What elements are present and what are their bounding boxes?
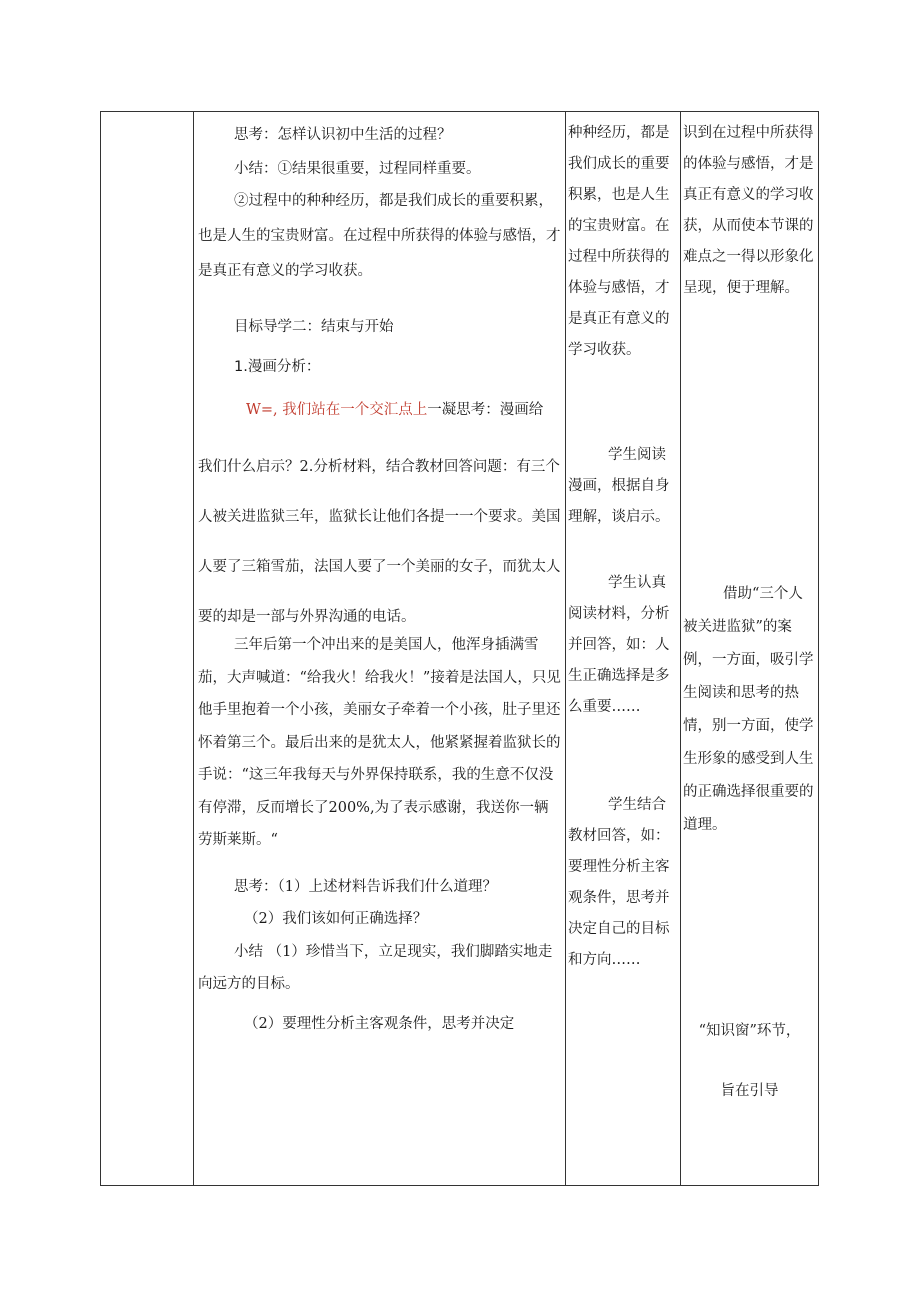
goal-heading-2: 目标导学二：结束与开始 [234, 319, 394, 335]
material-paragraph-2: 三年后第一个冲出来的是美国人，他浑身插满雪茄，大声喊道：“给我火！给我火！”接着是法国人，只见他手里抱着一个小孩，美丽女子牵着一个小孩，肚子里还怀着第三个。最后出来的是犹太人，他紧紧握着监狱长的手说：“这三年我每天与外界保持联系，我的生意不仅没有停滞，反而增长了200%,为了表示感谢，我送你一辆劳斯莱斯。“ [198, 637, 561, 848]
comic-caption [246, 393, 566, 428]
comic-caption-red: W=, 我们站在一个交汇点上 [246, 402, 428, 418]
comic-analysis-heading: 1.漫画分析： [234, 359, 321, 375]
material-paragraph-1: 我们什么启示？2.分析材料，结合教材回答问题：有三个人被关进监狱三年，监狱长让他们各提一一个要求。美国人要了三箱雪茄，法国人要了一个美丽的女子，而犹太人要的却是一部与外界沟通的电话。 [198, 459, 561, 625]
summary-2: ②过程中的种种经历，都是我们成长的重要积累，也是人生的宝贵财富。在过程中所获得的体验与感悟，才是真正有意义的学习收获。 [198, 193, 561, 279]
think-question-2b: （2）我们该如何正确选择？ [244, 911, 428, 927]
summary-3: 小结 （1）珍惜当下，立足现实，我们脚踏实地走向远方的目标。 [198, 944, 553, 992]
summary-4: （2）要理性分析主客观条件，思考并决定 [244, 1016, 515, 1032]
student-text-1: 种种经历，都是我们成长的重要积累，也是人生的宝贵财富。在过程中所获得的体验与感悟，才是真正有意义的学习收获。 [568, 125, 670, 358]
think-question-2: 思考：（1）上述材料告诉我们什么道理？ [234, 879, 497, 895]
lesson-plan-table [100, 111, 819, 1186]
summary-1: 小结：①结果很重要，过程同样重要。 [234, 161, 481, 177]
intent-text-2: 借助“三个人被关进监狱”的案例，一方面，吸引学生阅读和思考的热情，别一方面，使学生形象的感受到人生的正确选择很重要的道理。 [683, 586, 814, 833]
student-text-3: 学生认真阅读材料，分析并回答，如：人生正确选择是多么重要…… [568, 575, 670, 715]
intent-text-4: 旨在引导 [720, 1083, 779, 1099]
comic-caption-tail: 一凝思考：漫画给 [427, 402, 544, 418]
teaching-content-column [194, 112, 565, 1185]
student-text-4: 学生结合教材回答，如：要理性分析主客观条件，思考并决定自己的目标和方向…… [568, 797, 670, 968]
intent-text-1: 识到在过程中所获得的体验与感悟，才是真正有意义的学习收获，从而使本节课的难点之一得以形象化呈现，便于理解。 [683, 125, 814, 296]
think-question-1: 思考：怎样认识初中生活的过程？ [234, 127, 452, 143]
student-activity-column [566, 112, 680, 1185]
design-intent-column [681, 112, 818, 1185]
stage-column [101, 112, 193, 1185]
intent-text-3: “知识窗”环节， [698, 1023, 801, 1039]
student-text-2: 学生阅读漫画，根据自身理解，谈启示。 [568, 447, 670, 525]
